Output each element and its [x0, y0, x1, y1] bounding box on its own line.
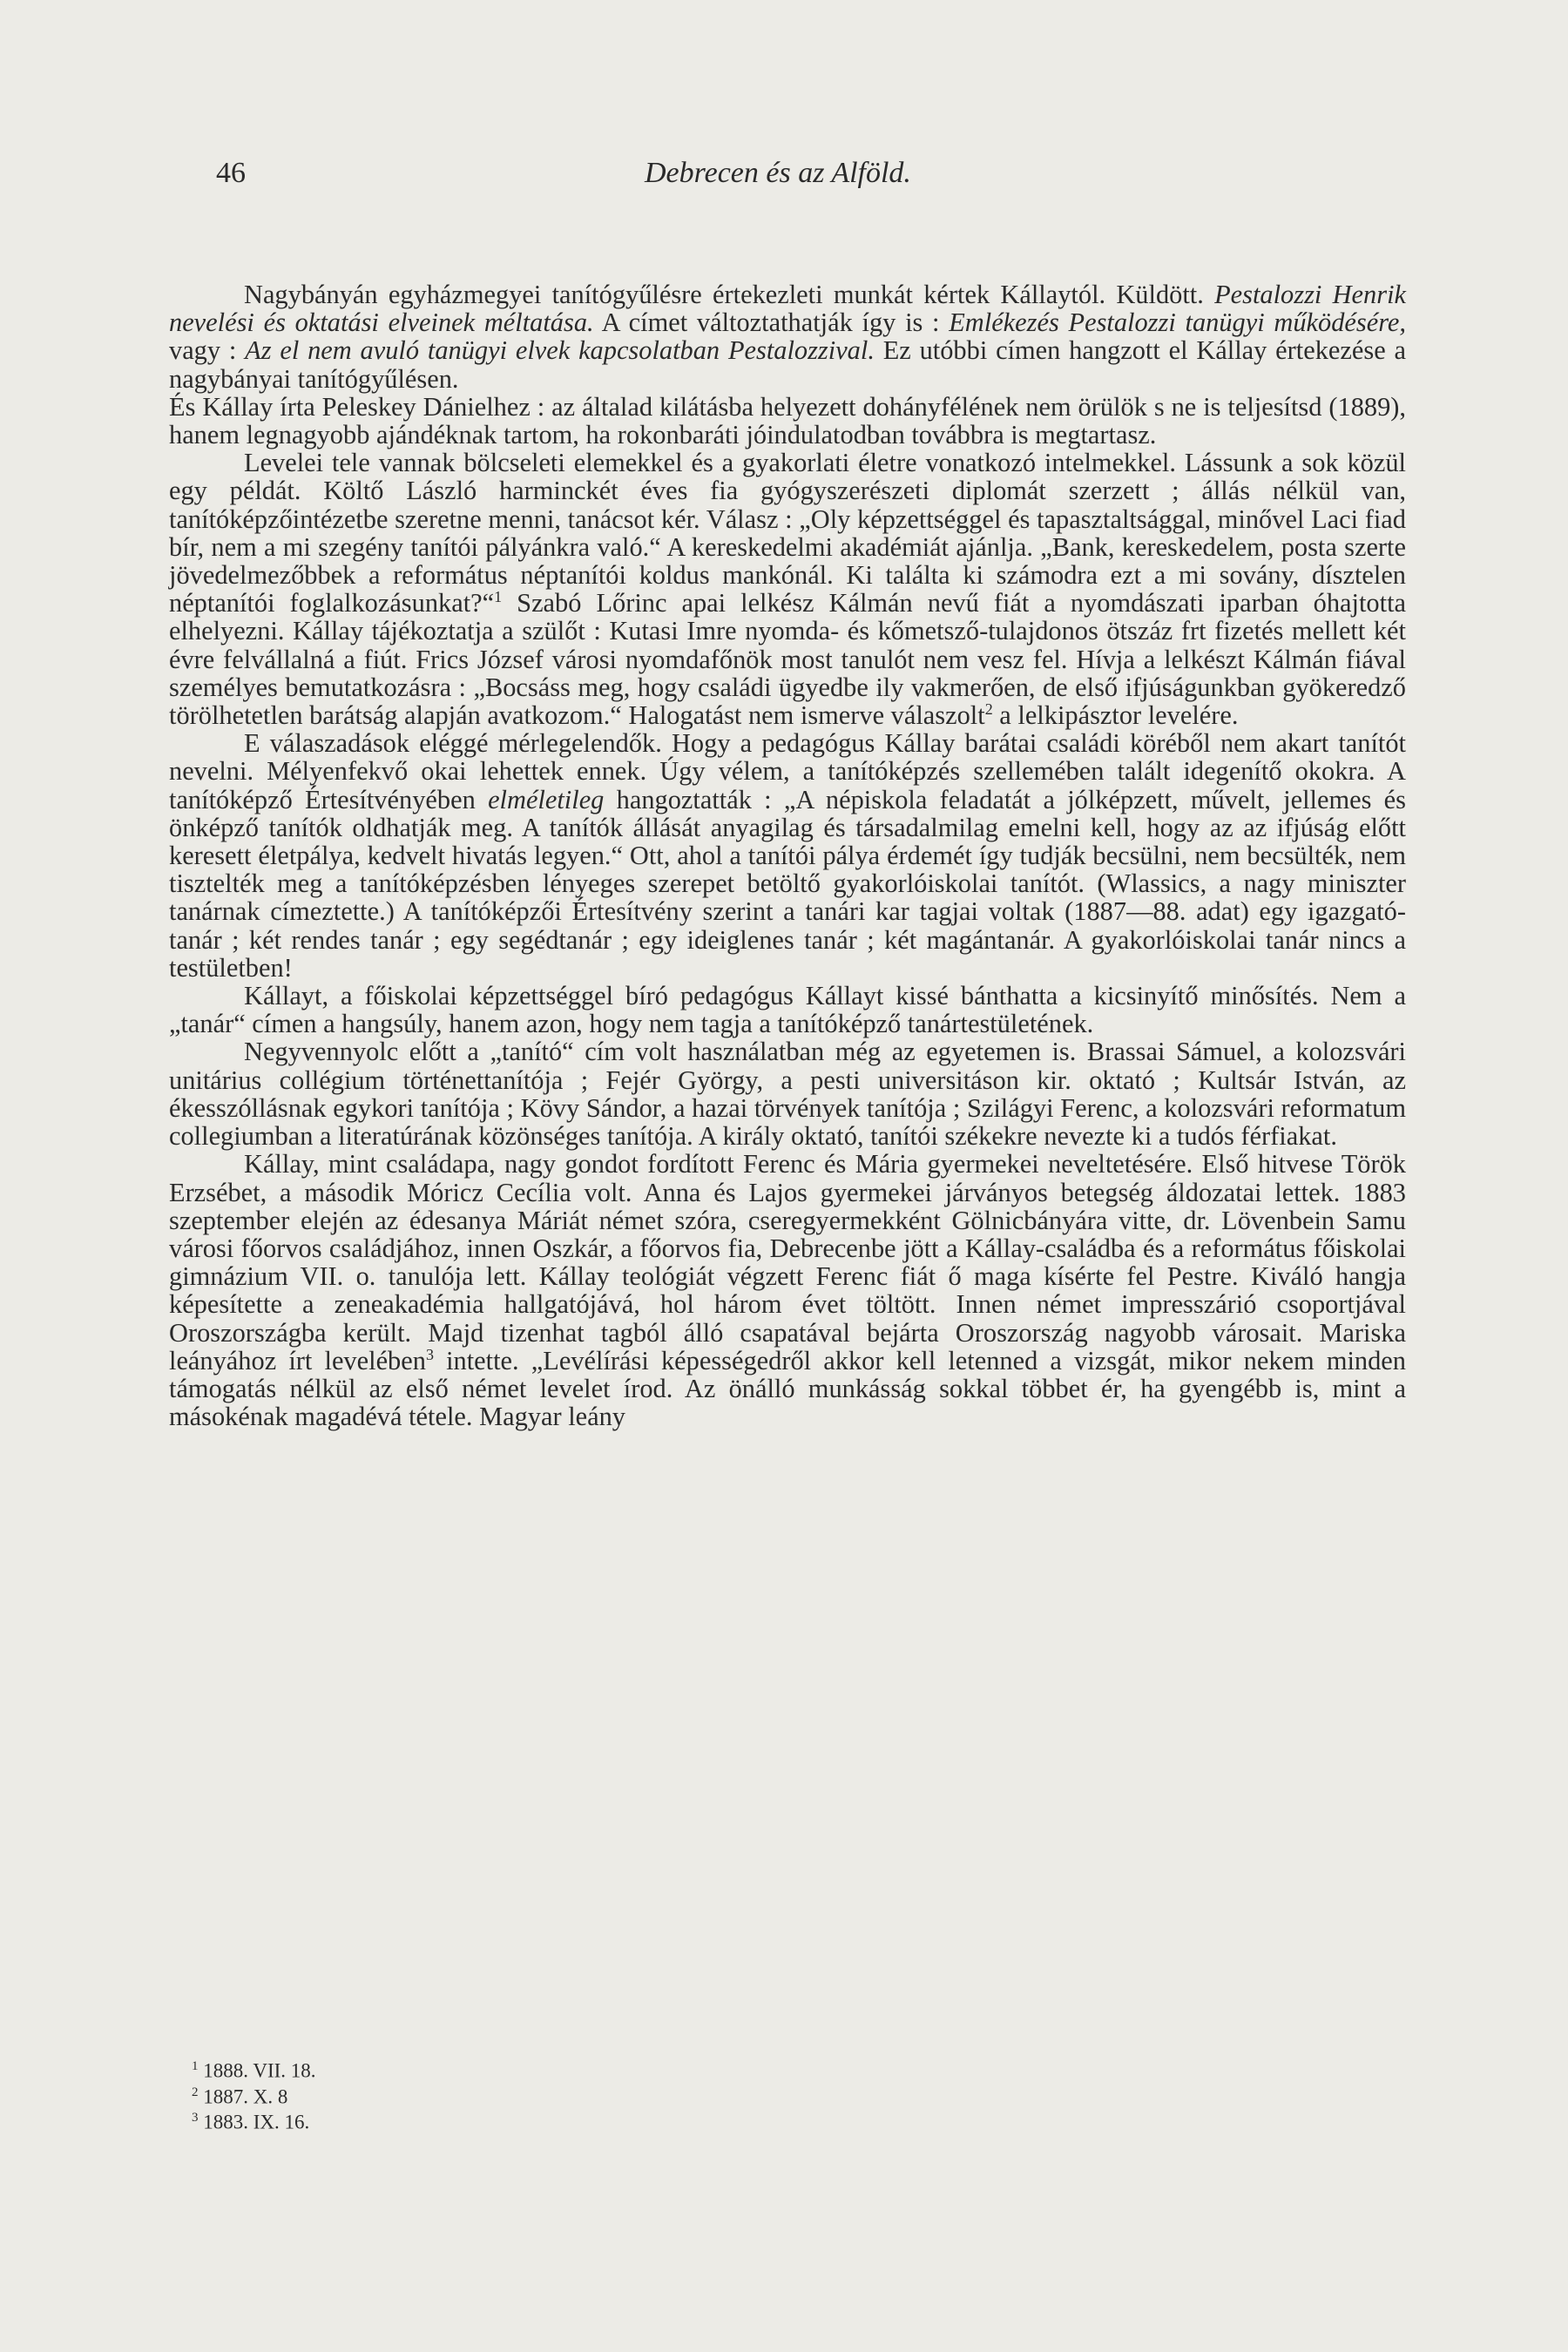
footnote-mark: 3	[192, 2111, 199, 2126]
text-run: Kállay, mint családapa, nagy gondot fordított Ferenc és Mária gyermekei neveltetésére. Első hitvese Török Erzsébet, a második Móricz Cecília volt. Anna és Lajos gyermekei járványos betegség áldozatai lettek. 1883 szeptember elején az édesanya Máriát német szóra, cseregyermekként Gölnicbányára vitte, dr. Lövenbein Samu városi főorvos családjához, innen Oszkár, a főorvos fia, Debrecenbe jött a Kállay-családba és a református főiskolai gimnázium VII. o. tanulója lett. Kállay teológiát végzett Ferenc fiát ő maga kísérte fel Pestre. Kiváló hangja képesítette a zeneakadémia hallgatójává, hol három évet töltött. Innen német impresszárió csoportjával Oroszországba került. Majd tizenhat tagból álló csapatával bejárta Oroszország nagyobb városait. Mariska leányához írt levelében	[169, 1149, 1406, 1375]
text-run: Levelei tele vannak bölcseleti elemekkel és a gyakorlati életre vonatkozó intelmekkel. Lássunk a sok közül egy példát. Költő László harminckét éves fia gyógyszerészeti diplomát szerzett ; állás nélkül van, tanítóképzőintézetbe szeretne menni, tanácsot kér. Válasz : „Oly képzettséggel és tapasztaltsággal, minővel Laci fiad bír, nem a mi szegény tanítói pályánkra való.“ A kereskedelmi akadémiát ajánlja. „Bank, kereskedelem, posta szerte jövedelmezőbbek a református néptanítói koldus mankónál. Ki találta ki számodra ezt a mi sovány, dísztelen néptanítói foglalkozásunkat?“	[169, 448, 1406, 618]
footnote	[192, 2082, 316, 2108]
text-run: Kállayt, a főiskolai képzettséggel bíró pedagógus Kállayt kissé bánthatta a kicsinyítő minősítés. Nem a „tanár“ címen a hangsúly, hanem azon, hogy nem tagja a tanítóképző tanártestületének.	[169, 981, 1406, 1039]
text-run: A címet változtathatják így is :	[593, 308, 950, 338]
text-run: elméletileg	[488, 784, 605, 814]
footnote-text: 1883. IX. 16.	[198, 2111, 310, 2133]
footnotes	[192, 2056, 316, 2133]
text-run: vagy :	[169, 335, 246, 366]
text-run: a lelkipásztor levelére.	[992, 700, 1239, 731]
footnote-mark: 2	[192, 2085, 199, 2099]
text-run: Emlékezés Pestalozzi tanügyi működésére,	[949, 308, 1406, 338]
text-run: Ez utóbbi címen hangzott el Kállay értekezése a nagybányai tanítógyűlésen.	[169, 335, 1407, 394]
text-run: Nagybányán egyházmegyei tanítógyűlésre értekezleti munkát kértek Kállaytól. Küldött.	[244, 280, 1215, 309]
text-run: Szabó Lőrinc apai lelkész Kálmán nevű fiát a nyomdászati iparban óhajtotta elhelyezni. Kállay tájékoztatja a szülőt : Kutasi Imre nyomda- és kőmetsző-tulajdonos ötszáz frt fizetés mellett két évre felvállalná a fiút. Frics József városi nyomdafőnök most tanulót nem vesz fel. Hívja a lelkészt Kálmán fiával személyes bemutatkozásra : „Bocsáss meg, hogy családi ügyedbe ily vakmerően, de első ifjúságunkban gyökeredző törölhetetlen barátság alapján avatkozom.“ Halogatást nem ismerve válaszolt	[169, 588, 1406, 731]
paragraph	[169, 1037, 1406, 1150]
paragraph	[169, 280, 1406, 393]
text-run: Pestalozzi Henrik nevelési és oktatási elveinek méltatása.	[169, 280, 1406, 338]
text-run: E válaszadások eléggé mérlegelendők. Hogy a pedagógus Kállay barátai családi köréből nem akart tanítót nevelni. Mélyenfekvő okai lehettek ennek. Úgy vélem, a tanítóképzés szellemében talált idegenítő okokra. A tanítóképző Értesítvényében	[169, 728, 1406, 814]
text-run: És Kállay írta Peleskey Dánielhez : az általad kilátásba helyezett dohányfélének nem örülök s ne is teljesítsd (1889), hanem legnagyobb ajándéknak tartom, ha rokonbaráti jóindulatodban továbbra is megtartasz.	[169, 391, 1406, 450]
footnote-text: 1887. X. 8	[198, 2085, 288, 2108]
footnote-text: 1888. VII. 18.	[198, 2059, 316, 2082]
footnote-ref: 1	[494, 588, 503, 606]
paragraph	[169, 729, 1406, 982]
paragraph	[169, 1150, 1406, 1430]
text-run: Az el nem avuló tanügyi elvek kapcsolatban Pestalozzival.	[245, 335, 875, 366]
running-title: Debrecen és az Alföld.	[645, 157, 911, 189]
footnote-ref: 2	[984, 700, 993, 718]
paragraph	[169, 393, 1406, 449]
footnote-mark: 1	[192, 2059, 199, 2073]
text-run: hangoztatták : „A népiskola feladatát a jólképzett, művelt, jellemes és önképző tanítók oldhatják meg. A tanítók állását anyagilag és társadalmilag emelni kell, hogy az az ifjúság előtt keresett életpálya, kedvelt hivatás legyen.“ Ott, ahol a tanítói pálya érdemét így tudják becsülni, nem becsülték, nem tisztelték meg a tanítóképzésben lényeges szerepet betöltő gyakorlóiskolai tanítót. (Wlassics, a nagy miniszter tanárnak címeztette.) A tanítóképzői Értesítvény szerint a tanári kar tagjai voltak (1887—88. adat) egy igazgató-tanár ; két rendes tanár ; egy segédtanár ; egy ideiglenes tanár ; két magántanár. A gyakorlóiskolai tanár nincs a testületben!	[169, 784, 1406, 983]
footnote-ref: 3	[425, 1345, 434, 1363]
text-run: Negyvennyolc előtt a „tanító“ cím volt használatban még az egyetemen is. Brassai Sámuel, a kolozsvári unitárius collégium történettanítója ; Fejér György, a pesti universitáson kir. oktató ; Kultsár István, az ékesszóllásnak egykori tanítója ; Kövy Sándor, a hazai törvények tanítója ; Szilágyi Ferenc, a kolozsvári reformatum collegiumban a literatúrának közönséges tanítója. A király oktató, tanítói székekre nevezte ki a tudós férfiakat.	[169, 1037, 1406, 1152]
page-number: 46	[216, 157, 246, 189]
footnote	[192, 2107, 316, 2133]
paragraph	[169, 982, 1406, 1037]
body-text	[169, 280, 1406, 1430]
footnote	[192, 2056, 316, 2082]
text-run: intette. „Levélírási képességedről akkor kell letenned a vizsgát, mikor nekem minden támogatás nélkül az első német levelet írod. Az önálló munkásság sokkal többet ér, ha gyengébb is, mint a másokénak magadévá tétele. Magyar leány	[169, 1345, 1406, 1432]
paragraph	[169, 449, 1406, 729]
